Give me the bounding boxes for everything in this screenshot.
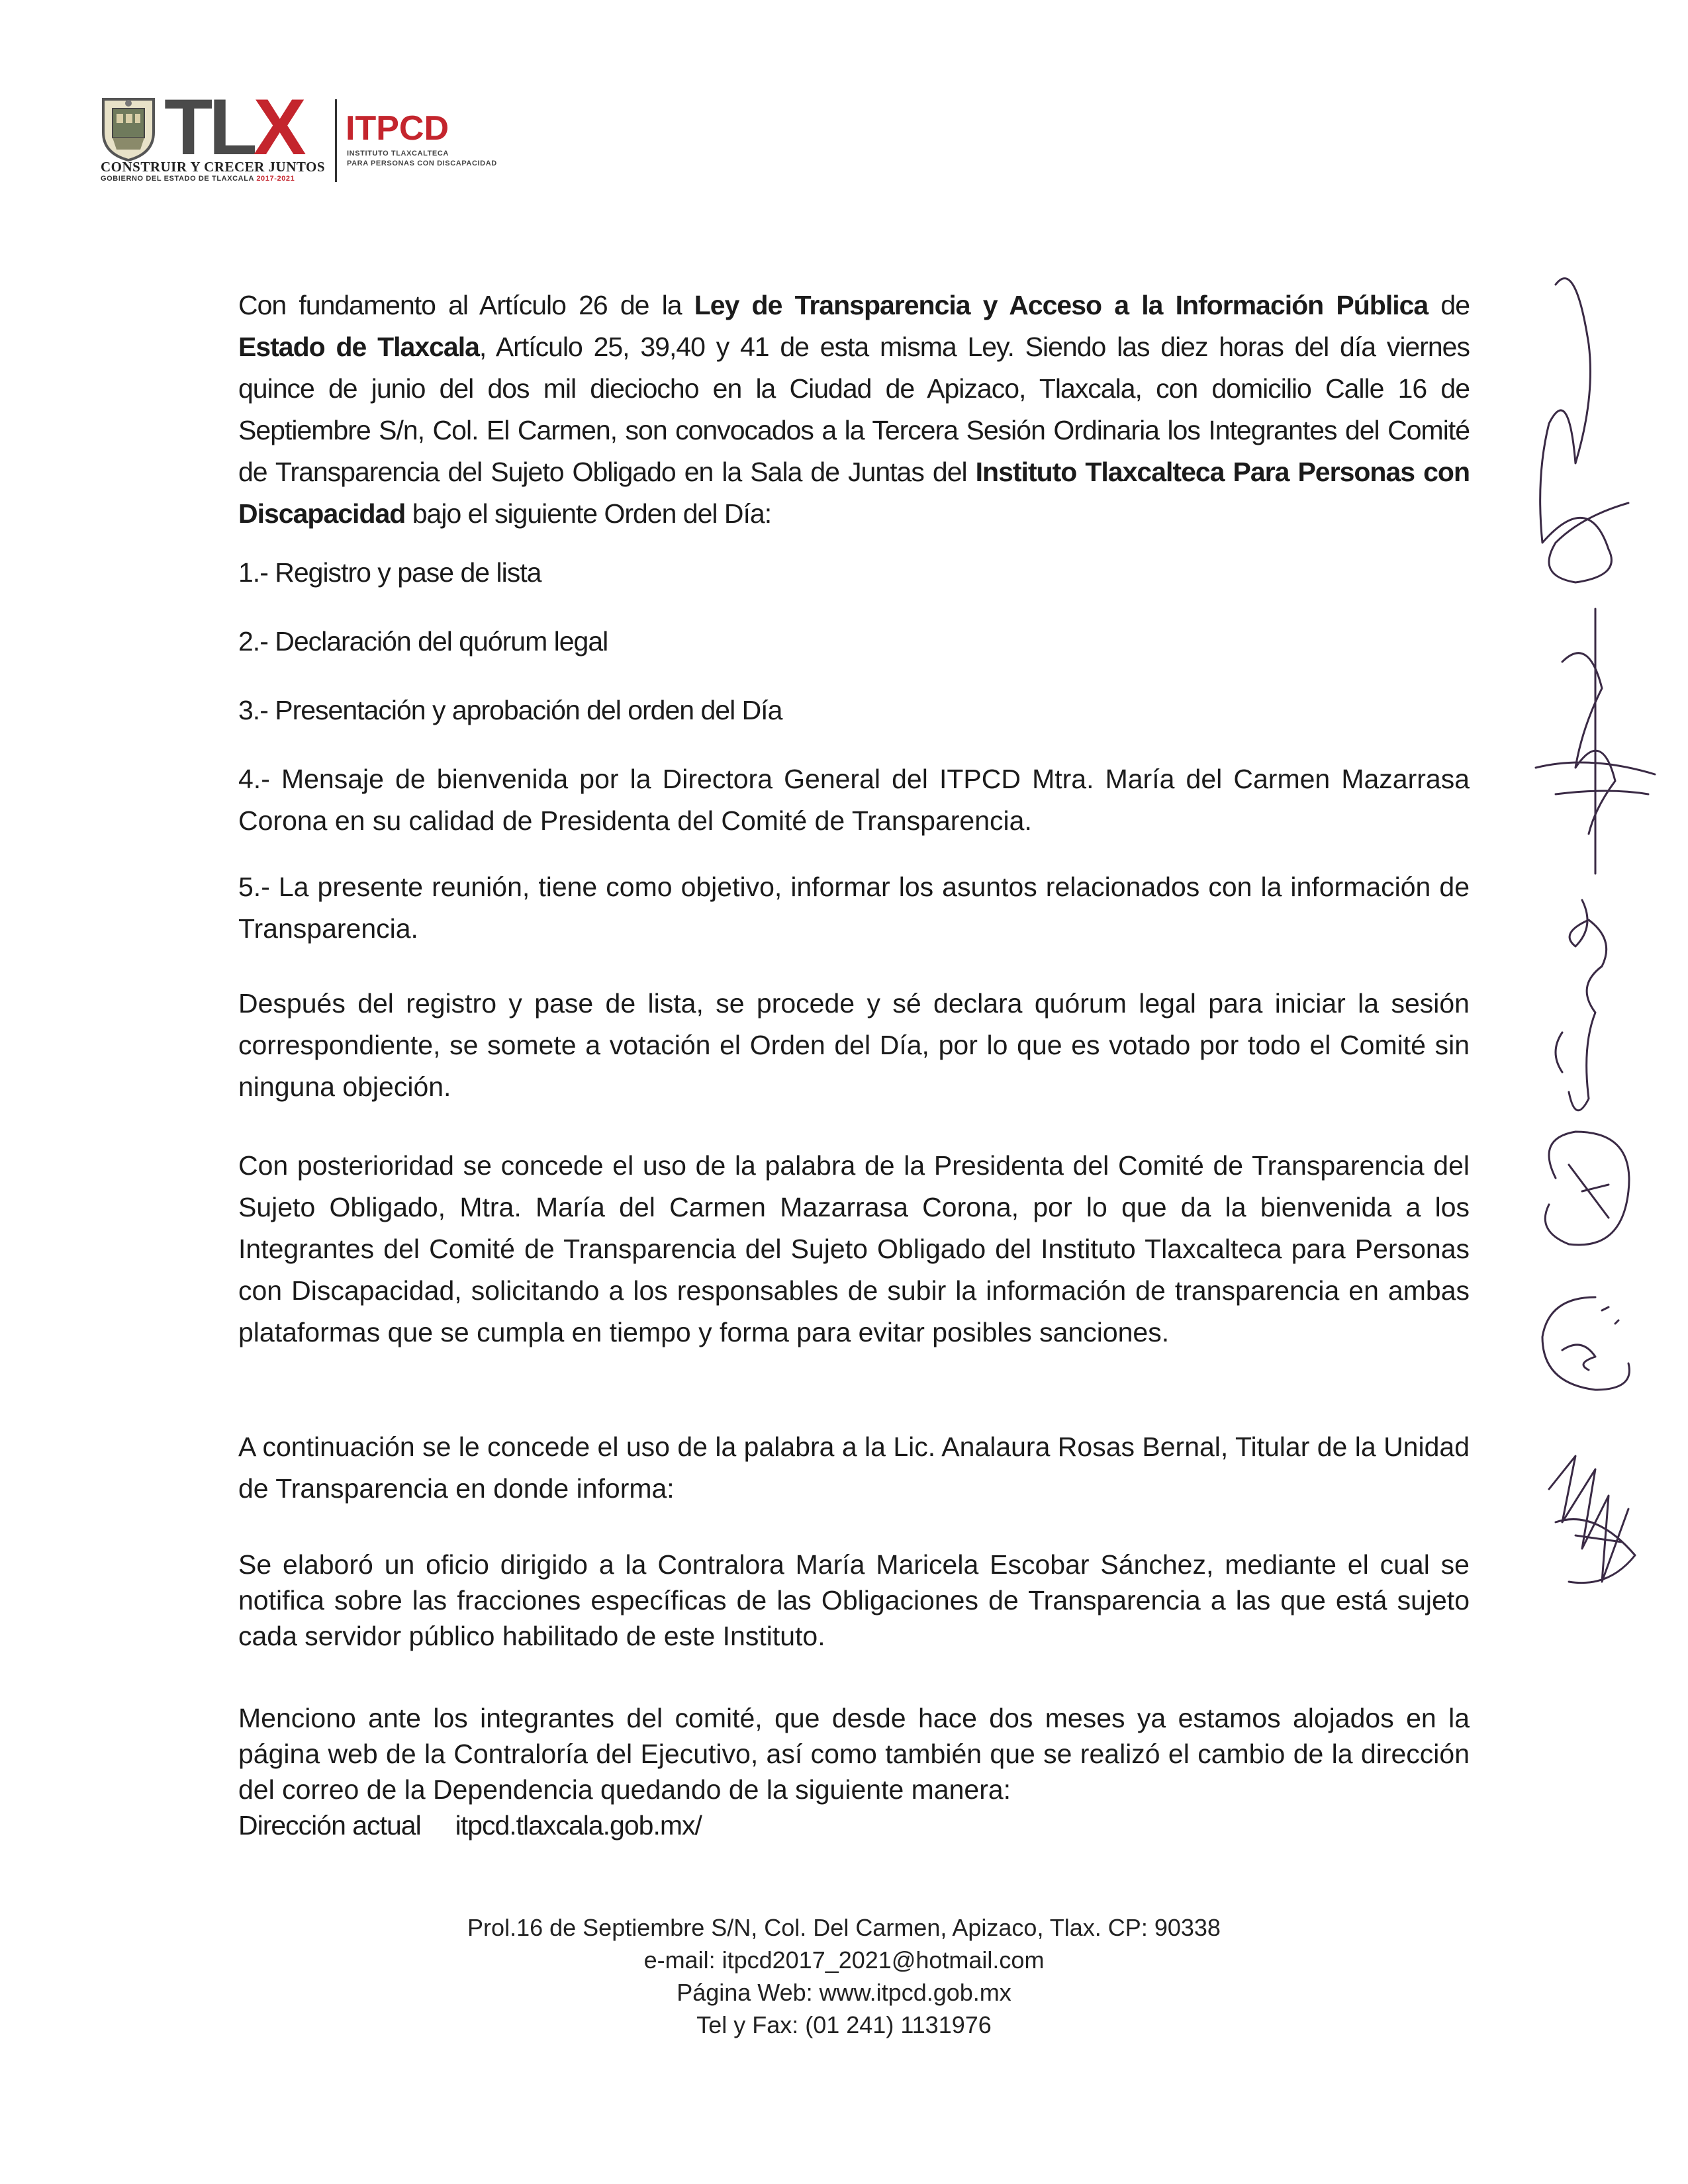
footer-web: Página Web: www.itpcd.gob.mx — [677, 1979, 1011, 2006]
agenda-item-5: 5.- La presente reunión, tiene como objetivo, informar los asuntos relacionados con la información de Transparencia. — [238, 872, 1470, 944]
itpcd-logo: ITPCD — [346, 109, 449, 148]
signature-3 — [1556, 900, 1607, 1111]
footer — [0, 1911, 1688, 2041]
transparency-unit-paragraph: A continuación se le concede el uso de la palabra a la Lic. Analaura Rosas Bernal, Titular de la Unidad de Transparencia en donde informa: — [238, 1432, 1470, 1504]
intro-state-name: Estado de Tlaxcala — [238, 332, 479, 362]
tlx-letter-t: T — [164, 83, 209, 171]
current-address-value: itpcd.tlaxcala.gob.mx/ — [455, 1810, 702, 1841]
signature-4 — [1545, 1132, 1629, 1245]
tlx-letter-x: X — [253, 83, 303, 171]
intro-text-3: , Artículo 25, 39,40 y 41 de esta misma Ley. Siendo las diez horas del día viernes quince de junio del dos mil dieciocho en la Ciudad de Apizaco, Tlaxcala, con domicilio Calle 16 de Septiembre S/n, Col. El Carmen, son convocados a la Tercera Sesión Ordinaria los Integrantes del Comité de Transparencia del Sujeto Obligado en la Sala de Juntas del — [238, 332, 1470, 487]
intro-paragraph — [238, 285, 1470, 535]
mention-paragraph: Menciono ante los integrantes del comité, que desde hace dos meses ya estamos alojados en la página web de la Contraloría del Ejecutivo, así como también que se realizó el cambio de la dirección del correo de la Dependencia quedando de la siguiente manera: — [238, 1703, 1470, 1805]
agenda-item-3: 3.- Presentación y aprobación del orden del Día — [238, 695, 782, 725]
signature-6 — [1549, 1456, 1635, 1583]
signature-5 — [1542, 1297, 1629, 1390]
intro-text-4: bajo el siguiente Orden del Día: — [405, 498, 772, 529]
president-paragraph: Con posterioridad se concede el uso de la palabra de la Presidenta del Comité de Transparencia del Sujeto Obligado, Mtra. María del Carmen Mazarrasa Corona, por lo que da la bienvenida a los Integrantes del Comité de Transparencia del Sujeto Obligado del Instituto Tlaxcalteca para Personas con Discapacidad, solicitando a los responsables de subir la información de transparencia en ambas plataformas que se cumpla en tiempo y forma para evitar posibles sanciones. — [238, 1150, 1470, 1347]
tlx-letter-l: L — [209, 83, 254, 171]
footer-address: Prol.16 de Septiembre S/N, Col. Del Carmen, Apizaco, Tlax. CP: 90338 — [467, 1914, 1221, 1941]
itpcd-subtitle-1: INSTITUTO TLAXCALTECA — [347, 150, 449, 158]
agenda-item-4: 4.- Mensaje de bienvenida por la Directora General del ITPCD Mtra. María del Carmen Mazarrasa Corona en su calidad de Presidenta del Comité de Transparencia. — [238, 764, 1470, 836]
tlx-logo — [164, 83, 303, 171]
current-address-line — [238, 1807, 1470, 1843]
intro-text-2: de — [1428, 290, 1470, 320]
government-line — [101, 175, 295, 183]
document-body — [238, 285, 1470, 1843]
coat-of-arms-icon — [99, 94, 158, 163]
oficio-paragraph: Se elaboró un oficio dirigido a la Contralora María Maricela Escobar Sánchez, mediante el cual se notifica sobre las fracciones específicas de las Obligaciones de Transparencia a las que está sujeto cada servidor público habilitado de este Instituto. — [238, 1549, 1470, 1651]
quorum-paragraph: Después del registro y pase de lista, se procede y sé declara quórum legal para iniciar la sesión correspondiente, se somete a votación el Orden del Día, por lo que es votado por todo el Comité sin ninguna objeción. — [238, 988, 1470, 1102]
intro-law-name: Ley de Transparencia y Acceso a la Información Pública — [694, 290, 1429, 320]
intro-text-1: Con fundamento al Artículo 26 de la — [238, 290, 694, 320]
government-motto: CONSTRUIR Y CRECER JUNTOS — [101, 159, 326, 175]
itpcd-subtitle-2: PARA PERSONAS CON DISCAPACIDAD — [347, 159, 497, 167]
signature-2 — [1536, 609, 1655, 874]
footer-phone: Tel y Fax: (01 241) 1131976 — [696, 2011, 992, 2038]
current-address-label: Dirección actual — [238, 1810, 421, 1841]
footer-email: e-mail: itpcd2017_2021@hotmail.com — [643, 1946, 1045, 1974]
logo-divider — [335, 99, 337, 182]
letterhead — [99, 83, 549, 191]
government-period: 2017-2021 — [256, 175, 295, 183]
agenda-item-1: 1.- Registro y pase de lista — [238, 557, 541, 588]
government-name: GOBIERNO DEL ESTADO DE TLAXCALA — [101, 175, 254, 183]
margin-signatures — [1496, 265, 1668, 1919]
intro-institute-name: Instituto Tlaxcalteca Para Personas con Discapacidad — [238, 457, 1470, 529]
agenda-item-2: 2.- Declaración del quórum legal — [238, 626, 608, 657]
signature-1 — [1540, 279, 1628, 582]
